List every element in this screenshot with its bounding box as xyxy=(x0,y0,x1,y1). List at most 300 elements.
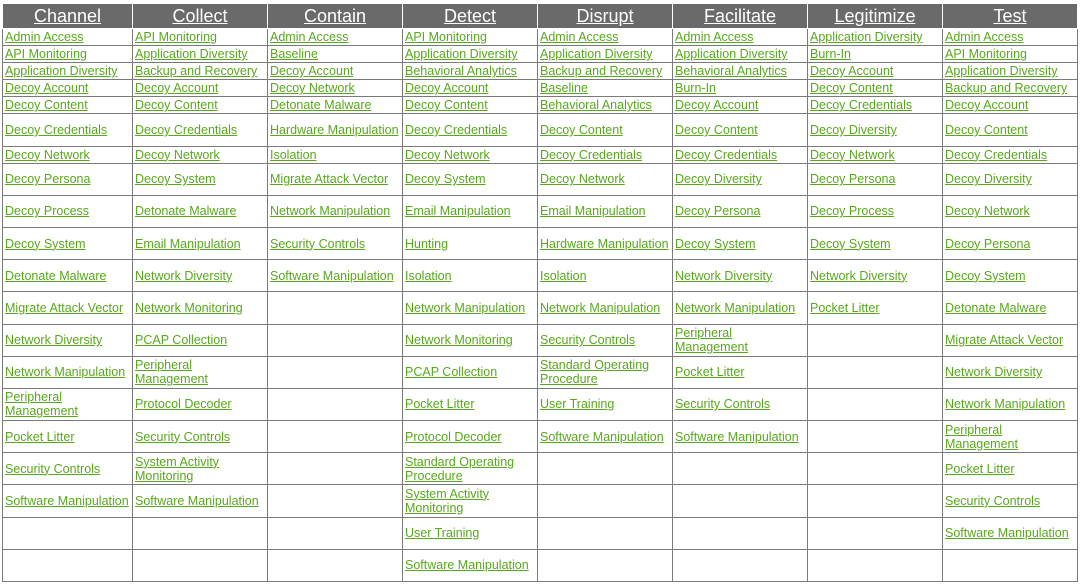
technique-link[interactable]: Hardware Manipulation xyxy=(540,236,669,251)
matrix-cell xyxy=(673,485,808,517)
technique-link[interactable]: Software Manipulation xyxy=(270,268,394,283)
matrix-cell xyxy=(403,29,538,46)
matrix-cell xyxy=(133,549,268,581)
matrix-cell xyxy=(943,227,1078,259)
matrix-cell xyxy=(133,356,268,388)
matrix-cell xyxy=(673,292,808,324)
technique-link[interactable]: Software Manipulation xyxy=(675,429,799,444)
matrix-cell xyxy=(268,517,403,549)
matrix-cell xyxy=(808,146,943,163)
technique-link[interactable]: Application Diversity xyxy=(540,47,653,62)
matrix-cell xyxy=(133,163,268,195)
technique-link[interactable]: Security Controls xyxy=(5,461,101,476)
technique-link[interactable]: Decoy Account xyxy=(945,98,1029,113)
matrix-cell xyxy=(3,146,133,163)
matrix-cell xyxy=(808,29,943,46)
matrix-cell xyxy=(3,324,133,356)
technique-link[interactable]: Network Manipulation xyxy=(405,300,526,315)
technique-link[interactable]: Network Diversity xyxy=(5,333,103,348)
column-header-test[interactable]: Test xyxy=(943,4,1078,29)
matrix-cell xyxy=(268,421,403,453)
matrix-row xyxy=(3,421,1078,453)
technique-link[interactable]: Network Monitoring xyxy=(135,300,243,315)
matrix-row xyxy=(3,114,1078,146)
matrix-cell xyxy=(268,195,403,227)
matrix-cell xyxy=(268,146,403,163)
matrix-cell xyxy=(133,388,268,420)
technique-link[interactable]: Security Controls xyxy=(945,493,1041,508)
technique-link[interactable]: Protocol Decoder xyxy=(405,429,502,444)
column-header-detect[interactable]: Detect xyxy=(403,4,538,29)
matrix-cell xyxy=(403,97,538,114)
technique-link[interactable]: Decoy Diversity xyxy=(810,122,897,137)
technique-link[interactable]: PCAP Collection xyxy=(405,365,498,380)
technique-link[interactable]: Network Diversity xyxy=(945,365,1043,380)
column-header-disrupt[interactable]: Disrupt xyxy=(538,4,673,29)
technique-link[interactable]: Peripheral Management xyxy=(5,390,78,419)
matrix-cell xyxy=(403,80,538,97)
technique-link[interactable]: Decoy Persona xyxy=(945,236,1031,251)
matrix-row xyxy=(3,163,1078,195)
matrix-cell xyxy=(538,517,673,549)
technique-link[interactable]: Decoy Network xyxy=(5,147,90,162)
matrix-cell xyxy=(403,517,538,549)
matrix-cell xyxy=(538,324,673,356)
matrix-cell xyxy=(943,114,1078,146)
technique-link[interactable]: Decoy Network xyxy=(810,147,895,162)
technique-link[interactable]: Decoy System xyxy=(5,236,86,251)
technique-link[interactable]: Software Manipulation xyxy=(135,493,259,508)
technique-link[interactable]: Detonate Malware xyxy=(5,268,107,283)
matrix-cell xyxy=(3,453,133,485)
matrix-cell xyxy=(808,549,943,581)
technique-link[interactable]: Migrate Attack Vector xyxy=(270,172,389,187)
column-header-contain[interactable]: Contain xyxy=(268,4,403,29)
technique-link[interactable]: Behavioral Analytics xyxy=(675,64,787,79)
matrix-cell xyxy=(403,292,538,324)
technique-link[interactable]: Peripheral Management xyxy=(945,422,1018,451)
matrix-cell xyxy=(943,421,1078,453)
matrix-cell xyxy=(133,260,268,292)
technique-link[interactable]: Backup and Recovery xyxy=(135,64,258,79)
technique-link[interactable]: API Monitoring xyxy=(405,30,487,45)
matrix-cell xyxy=(3,356,133,388)
matrix-row xyxy=(3,97,1078,114)
matrix-cell xyxy=(538,114,673,146)
technique-link[interactable]: Software Manipulation xyxy=(540,429,664,444)
technique-link[interactable]: Application Diversity xyxy=(945,64,1058,79)
matrix-row xyxy=(3,356,1078,388)
matrix-cell xyxy=(3,29,133,46)
technique-link[interactable]: Decoy Content xyxy=(945,122,1028,137)
matrix-row xyxy=(3,549,1078,581)
matrix-cell xyxy=(538,292,673,324)
matrix-cell xyxy=(403,388,538,420)
matrix-cell xyxy=(538,195,673,227)
technique-link[interactable]: Decoy Credentials xyxy=(945,147,1048,162)
technique-link[interactable]: Decoy Credentials xyxy=(135,122,238,137)
matrix-cell xyxy=(943,549,1078,581)
technique-link[interactable]: Isolation xyxy=(540,268,587,283)
technique-link[interactable]: Decoy Account xyxy=(135,81,219,96)
matrix-cell xyxy=(673,195,808,227)
technique-link[interactable]: Software Manipulation xyxy=(5,493,129,508)
technique-link[interactable]: Decoy Credentials xyxy=(5,122,108,137)
matrix-cell xyxy=(673,453,808,485)
technique-link[interactable]: Decoy Content xyxy=(540,122,623,137)
matrix-cell xyxy=(133,29,268,46)
technique-link[interactable]: Network Diversity xyxy=(810,268,908,283)
technique-link[interactable]: Decoy Persona xyxy=(5,172,91,187)
matrix-row xyxy=(3,292,1078,324)
matrix-cell xyxy=(673,97,808,114)
technique-link[interactable]: Decoy Credentials xyxy=(540,147,643,162)
technique-link[interactable]: Standard Operating Procedure xyxy=(405,454,515,483)
matrix-cell xyxy=(808,63,943,80)
technique-link[interactable]: Network Monitoring xyxy=(405,333,513,348)
technique-link[interactable]: Detonate Malware xyxy=(135,204,237,219)
technique-link[interactable]: Standard Operating Procedure xyxy=(540,358,650,387)
technique-link[interactable]: Email Manipulation xyxy=(405,204,511,219)
matrix-cell xyxy=(943,97,1078,114)
technique-link[interactable]: Pocket Litter xyxy=(810,300,880,315)
matrix-row xyxy=(3,195,1078,227)
matrix-cell xyxy=(808,80,943,97)
matrix-cell xyxy=(268,485,403,517)
technique-link[interactable]: Hardware Manipulation xyxy=(270,122,399,137)
matrix-cell xyxy=(133,453,268,485)
column-header-legitimize[interactable]: Legitimize xyxy=(808,4,943,29)
matrix-cell xyxy=(403,146,538,163)
matrix-row xyxy=(3,260,1078,292)
matrix-cell xyxy=(268,46,403,63)
technique-link[interactable]: API Monitoring xyxy=(135,30,217,45)
matrix-cell xyxy=(808,46,943,63)
technique-link[interactable]: Backup and Recovery xyxy=(540,64,663,79)
matrix-cell xyxy=(268,549,403,581)
matrix-cell xyxy=(133,97,268,114)
matrix-row xyxy=(3,63,1078,80)
matrix-cell xyxy=(133,485,268,517)
matrix-cell xyxy=(673,80,808,97)
matrix-cell xyxy=(538,46,673,63)
matrix-cell xyxy=(943,29,1078,46)
technique-link[interactable]: Application Diversity xyxy=(405,47,518,62)
technique-link[interactable]: Security Controls xyxy=(135,429,231,444)
matrix-cell xyxy=(538,356,673,388)
technique-link[interactable]: Peripheral Management xyxy=(675,326,748,355)
matrix-row xyxy=(3,517,1078,549)
matrix-cell xyxy=(943,324,1078,356)
technique-link[interactable]: Decoy Process xyxy=(810,204,895,219)
technique-link[interactable]: Decoy Content xyxy=(810,81,893,96)
matrix-cell xyxy=(943,292,1078,324)
technique-link[interactable]: Security Controls xyxy=(540,333,636,348)
technique-link[interactable]: Pocket Litter xyxy=(945,461,1015,476)
matrix-cell xyxy=(3,517,133,549)
column-header-channel[interactable]: Channel xyxy=(3,4,133,29)
technique-link[interactable]: Decoy System xyxy=(945,268,1026,283)
technique-link[interactable]: Decoy Content xyxy=(135,98,218,113)
matrix-cell xyxy=(538,29,673,46)
technique-link[interactable]: Decoy Persona xyxy=(810,172,896,187)
matrix-cell xyxy=(538,163,673,195)
technique-link[interactable]: Decoy Credentials xyxy=(675,147,778,162)
matrix-cell xyxy=(133,63,268,80)
technique-link[interactable]: Decoy Network xyxy=(540,172,625,187)
technique-link[interactable]: Decoy Network xyxy=(405,147,490,162)
matrix-cell xyxy=(943,485,1078,517)
column-header-facilitate[interactable]: Facilitate xyxy=(673,4,808,29)
technique-link[interactable]: Isolation xyxy=(270,147,317,162)
matrix-cell xyxy=(538,549,673,581)
technique-link[interactable]: Admin Access xyxy=(675,30,754,45)
technique-link[interactable]: Baseline xyxy=(270,47,318,62)
technique-link[interactable]: Decoy Diversity xyxy=(945,172,1032,187)
matrix-cell xyxy=(808,114,943,146)
matrix-cell xyxy=(538,146,673,163)
column-header-collect[interactable]: Collect xyxy=(133,4,268,29)
matrix-cell xyxy=(673,549,808,581)
matrix-cell xyxy=(943,163,1078,195)
technique-link[interactable]: Decoy Content xyxy=(405,98,488,113)
matrix-cell xyxy=(3,80,133,97)
technique-link[interactable]: Decoy System xyxy=(135,172,216,187)
technique-link[interactable]: Baseline xyxy=(540,81,588,96)
matrix-cell xyxy=(538,260,673,292)
technique-link[interactable]: API Monitoring xyxy=(945,47,1027,62)
matrix-cell xyxy=(403,163,538,195)
matrix-cell xyxy=(808,260,943,292)
matrix-cell xyxy=(3,46,133,63)
technique-link[interactable]: Network Manipulation xyxy=(270,204,391,219)
matrix-cell xyxy=(943,453,1078,485)
matrix-cell xyxy=(133,227,268,259)
matrix-cell xyxy=(3,63,133,80)
matrix-cell xyxy=(538,227,673,259)
matrix-cell xyxy=(268,453,403,485)
technique-link[interactable]: Admin Access xyxy=(945,30,1024,45)
matrix-cell xyxy=(673,63,808,80)
technique-link[interactable]: Network Manipulation xyxy=(675,300,796,315)
technique-link[interactable]: Admin Access xyxy=(270,30,349,45)
technique-link[interactable]: Burn-In xyxy=(675,81,716,96)
technique-link[interactable]: Application Diversity xyxy=(810,30,923,45)
matrix-cell xyxy=(403,453,538,485)
matrix-cell xyxy=(943,517,1078,549)
technique-link[interactable]: Migrate Attack Vector xyxy=(945,333,1064,348)
technique-link[interactable]: User Training xyxy=(405,526,480,541)
matrix-row xyxy=(3,227,1078,259)
matrix-cell xyxy=(943,80,1078,97)
matrix-cell xyxy=(3,292,133,324)
technique-link[interactable]: System Activity Monitoring xyxy=(135,454,220,483)
matrix-cell xyxy=(808,97,943,114)
technique-link[interactable]: Migrate Attack Vector xyxy=(5,300,124,315)
technique-link[interactable]: Decoy Account xyxy=(405,81,489,96)
technique-link[interactable]: Application Diversity xyxy=(135,47,248,62)
matrix-cell xyxy=(808,292,943,324)
matrix-cell xyxy=(673,356,808,388)
matrix-cell xyxy=(673,163,808,195)
technique-link[interactable]: Security Controls xyxy=(675,397,771,412)
technique-link[interactable]: Application Diversity xyxy=(675,47,788,62)
matrix-cell xyxy=(3,421,133,453)
technique-link[interactable]: Pocket Litter xyxy=(675,365,745,380)
technique-link[interactable]: Decoy Content xyxy=(675,122,758,137)
technique-link[interactable]: Decoy Network xyxy=(135,147,220,162)
technique-link[interactable]: Decoy Process xyxy=(5,204,90,219)
technique-link[interactable]: Admin Access xyxy=(5,30,84,45)
technique-link[interactable]: System Activity Monitoring xyxy=(405,486,490,515)
technique-link[interactable]: Network Manipulation xyxy=(945,397,1066,412)
matrix-cell xyxy=(133,146,268,163)
matrix-cell xyxy=(133,421,268,453)
matrix-cell xyxy=(403,227,538,259)
matrix-cell xyxy=(808,356,943,388)
matrix-row xyxy=(3,146,1078,163)
header-row xyxy=(3,4,1078,29)
matrix-cell xyxy=(673,114,808,146)
matrix-cell xyxy=(808,227,943,259)
technique-link[interactable]: Decoy System xyxy=(405,172,486,187)
matrix-cell xyxy=(268,80,403,97)
matrix-cell xyxy=(673,388,808,420)
matrix-cell xyxy=(3,549,133,581)
technique-link[interactable]: Decoy System xyxy=(810,236,891,251)
technique-link[interactable]: Decoy System xyxy=(675,236,756,251)
matrix-cell xyxy=(808,195,943,227)
matrix-cell xyxy=(133,292,268,324)
matrix-cell xyxy=(673,517,808,549)
technique-link[interactable]: Decoy Account xyxy=(675,98,759,113)
matrix-cell xyxy=(943,46,1078,63)
matrix-cell xyxy=(403,485,538,517)
technique-link[interactable]: Detonate Malware xyxy=(270,98,372,113)
matrix-cell xyxy=(808,388,943,420)
technique-link[interactable]: Decoy Credentials xyxy=(810,98,913,113)
technique-link[interactable]: Decoy Content xyxy=(5,98,88,113)
technique-link[interactable]: Backup and Recovery xyxy=(945,81,1068,96)
matrix-cell xyxy=(538,97,673,114)
matrix-row xyxy=(3,46,1078,63)
matrix-cell xyxy=(3,114,133,146)
technique-link[interactable]: Email Manipulation xyxy=(540,204,646,219)
technique-link[interactable]: Decoy Account xyxy=(810,64,894,79)
matrix-cell xyxy=(403,324,538,356)
technique-link[interactable]: Email Manipulation xyxy=(135,236,241,251)
technique-link[interactable]: Burn-In xyxy=(810,47,851,62)
technique-link[interactable]: Decoy Account xyxy=(270,64,354,79)
technique-link[interactable]: Behavioral Analytics xyxy=(405,64,517,79)
matrix-cell xyxy=(943,260,1078,292)
technique-link[interactable]: Software Manipulation xyxy=(945,526,1069,541)
matrix-row xyxy=(3,453,1078,485)
matrix-cell xyxy=(403,421,538,453)
technique-link[interactable]: Decoy Account xyxy=(5,81,89,96)
technique-link[interactable]: Protocol Decoder xyxy=(135,397,232,412)
technique-link[interactable]: Pocket Litter xyxy=(405,397,475,412)
matrix-row xyxy=(3,485,1078,517)
matrix-cell xyxy=(3,388,133,420)
matrix-cell xyxy=(3,227,133,259)
matrix-cell xyxy=(943,195,1078,227)
technique-link[interactable]: Hunting xyxy=(405,236,449,251)
matrix-cell xyxy=(3,260,133,292)
matrix-cell xyxy=(808,485,943,517)
matrix-cell xyxy=(403,63,538,80)
matrix-cell xyxy=(538,421,673,453)
technique-link[interactable]: Admin Access xyxy=(540,30,619,45)
matrix-cell xyxy=(133,517,268,549)
technique-link[interactable]: Network Manipulation xyxy=(5,365,126,380)
technique-link[interactable]: Network Manipulation xyxy=(540,300,661,315)
matrix-cell xyxy=(673,421,808,453)
matrix-cell xyxy=(538,485,673,517)
matrix-cell xyxy=(538,388,673,420)
technique-link[interactable]: Pocket Litter xyxy=(5,429,75,444)
technique-link[interactable]: Peripheral Management xyxy=(135,358,208,387)
matrix-cell xyxy=(538,63,673,80)
matrix-cell xyxy=(3,485,133,517)
technique-link[interactable]: Isolation xyxy=(405,268,452,283)
technique-link[interactable]: Decoy Network xyxy=(270,81,355,96)
technique-link[interactable]: Behavioral Analytics xyxy=(540,98,652,113)
matrix-cell xyxy=(673,29,808,46)
technique-link[interactable]: User Training xyxy=(540,397,615,412)
matrix-cell xyxy=(268,29,403,46)
matrix-cell xyxy=(673,227,808,259)
matrix-row xyxy=(3,324,1078,356)
matrix-cell xyxy=(403,46,538,63)
technique-link[interactable]: Network Diversity xyxy=(675,268,773,283)
technique-link[interactable]: Decoy Persona xyxy=(675,204,761,219)
matrix-cell xyxy=(3,195,133,227)
technique-link[interactable]: Detonate Malware xyxy=(945,300,1047,315)
matrix-cell xyxy=(403,356,538,388)
matrix-cell xyxy=(808,163,943,195)
matrix-cell xyxy=(673,324,808,356)
matrix-cell xyxy=(943,388,1078,420)
matrix-cell xyxy=(943,63,1078,80)
technique-link[interactable]: API Monitoring xyxy=(5,47,87,62)
matrix-cell xyxy=(808,324,943,356)
matrix-body xyxy=(3,29,1078,582)
matrix-cell xyxy=(808,517,943,549)
matrix-cell xyxy=(268,114,403,146)
matrix-cell xyxy=(268,260,403,292)
matrix-cell xyxy=(133,80,268,97)
matrix-cell xyxy=(133,324,268,356)
matrix-cell xyxy=(943,146,1078,163)
matrix-cell xyxy=(673,146,808,163)
matrix-cell xyxy=(133,114,268,146)
technique-link[interactable]: Software Manipulation xyxy=(405,558,529,573)
technique-link[interactable]: Application Diversity xyxy=(5,64,118,79)
matrix-cell xyxy=(268,97,403,114)
technique-link[interactable]: Decoy Network xyxy=(945,204,1030,219)
matrix-cell xyxy=(538,453,673,485)
technique-link[interactable]: PCAP Collection xyxy=(135,333,228,348)
technique-link[interactable]: Network Diversity xyxy=(135,268,233,283)
technique-link[interactable]: Security Controls xyxy=(270,236,366,251)
matrix-cell xyxy=(3,163,133,195)
technique-link[interactable]: Decoy Diversity xyxy=(675,172,762,187)
matrix-cell xyxy=(133,46,268,63)
technique-link[interactable]: Decoy Credentials xyxy=(405,122,508,137)
matrix-cell xyxy=(673,260,808,292)
matrix-row xyxy=(3,29,1078,46)
